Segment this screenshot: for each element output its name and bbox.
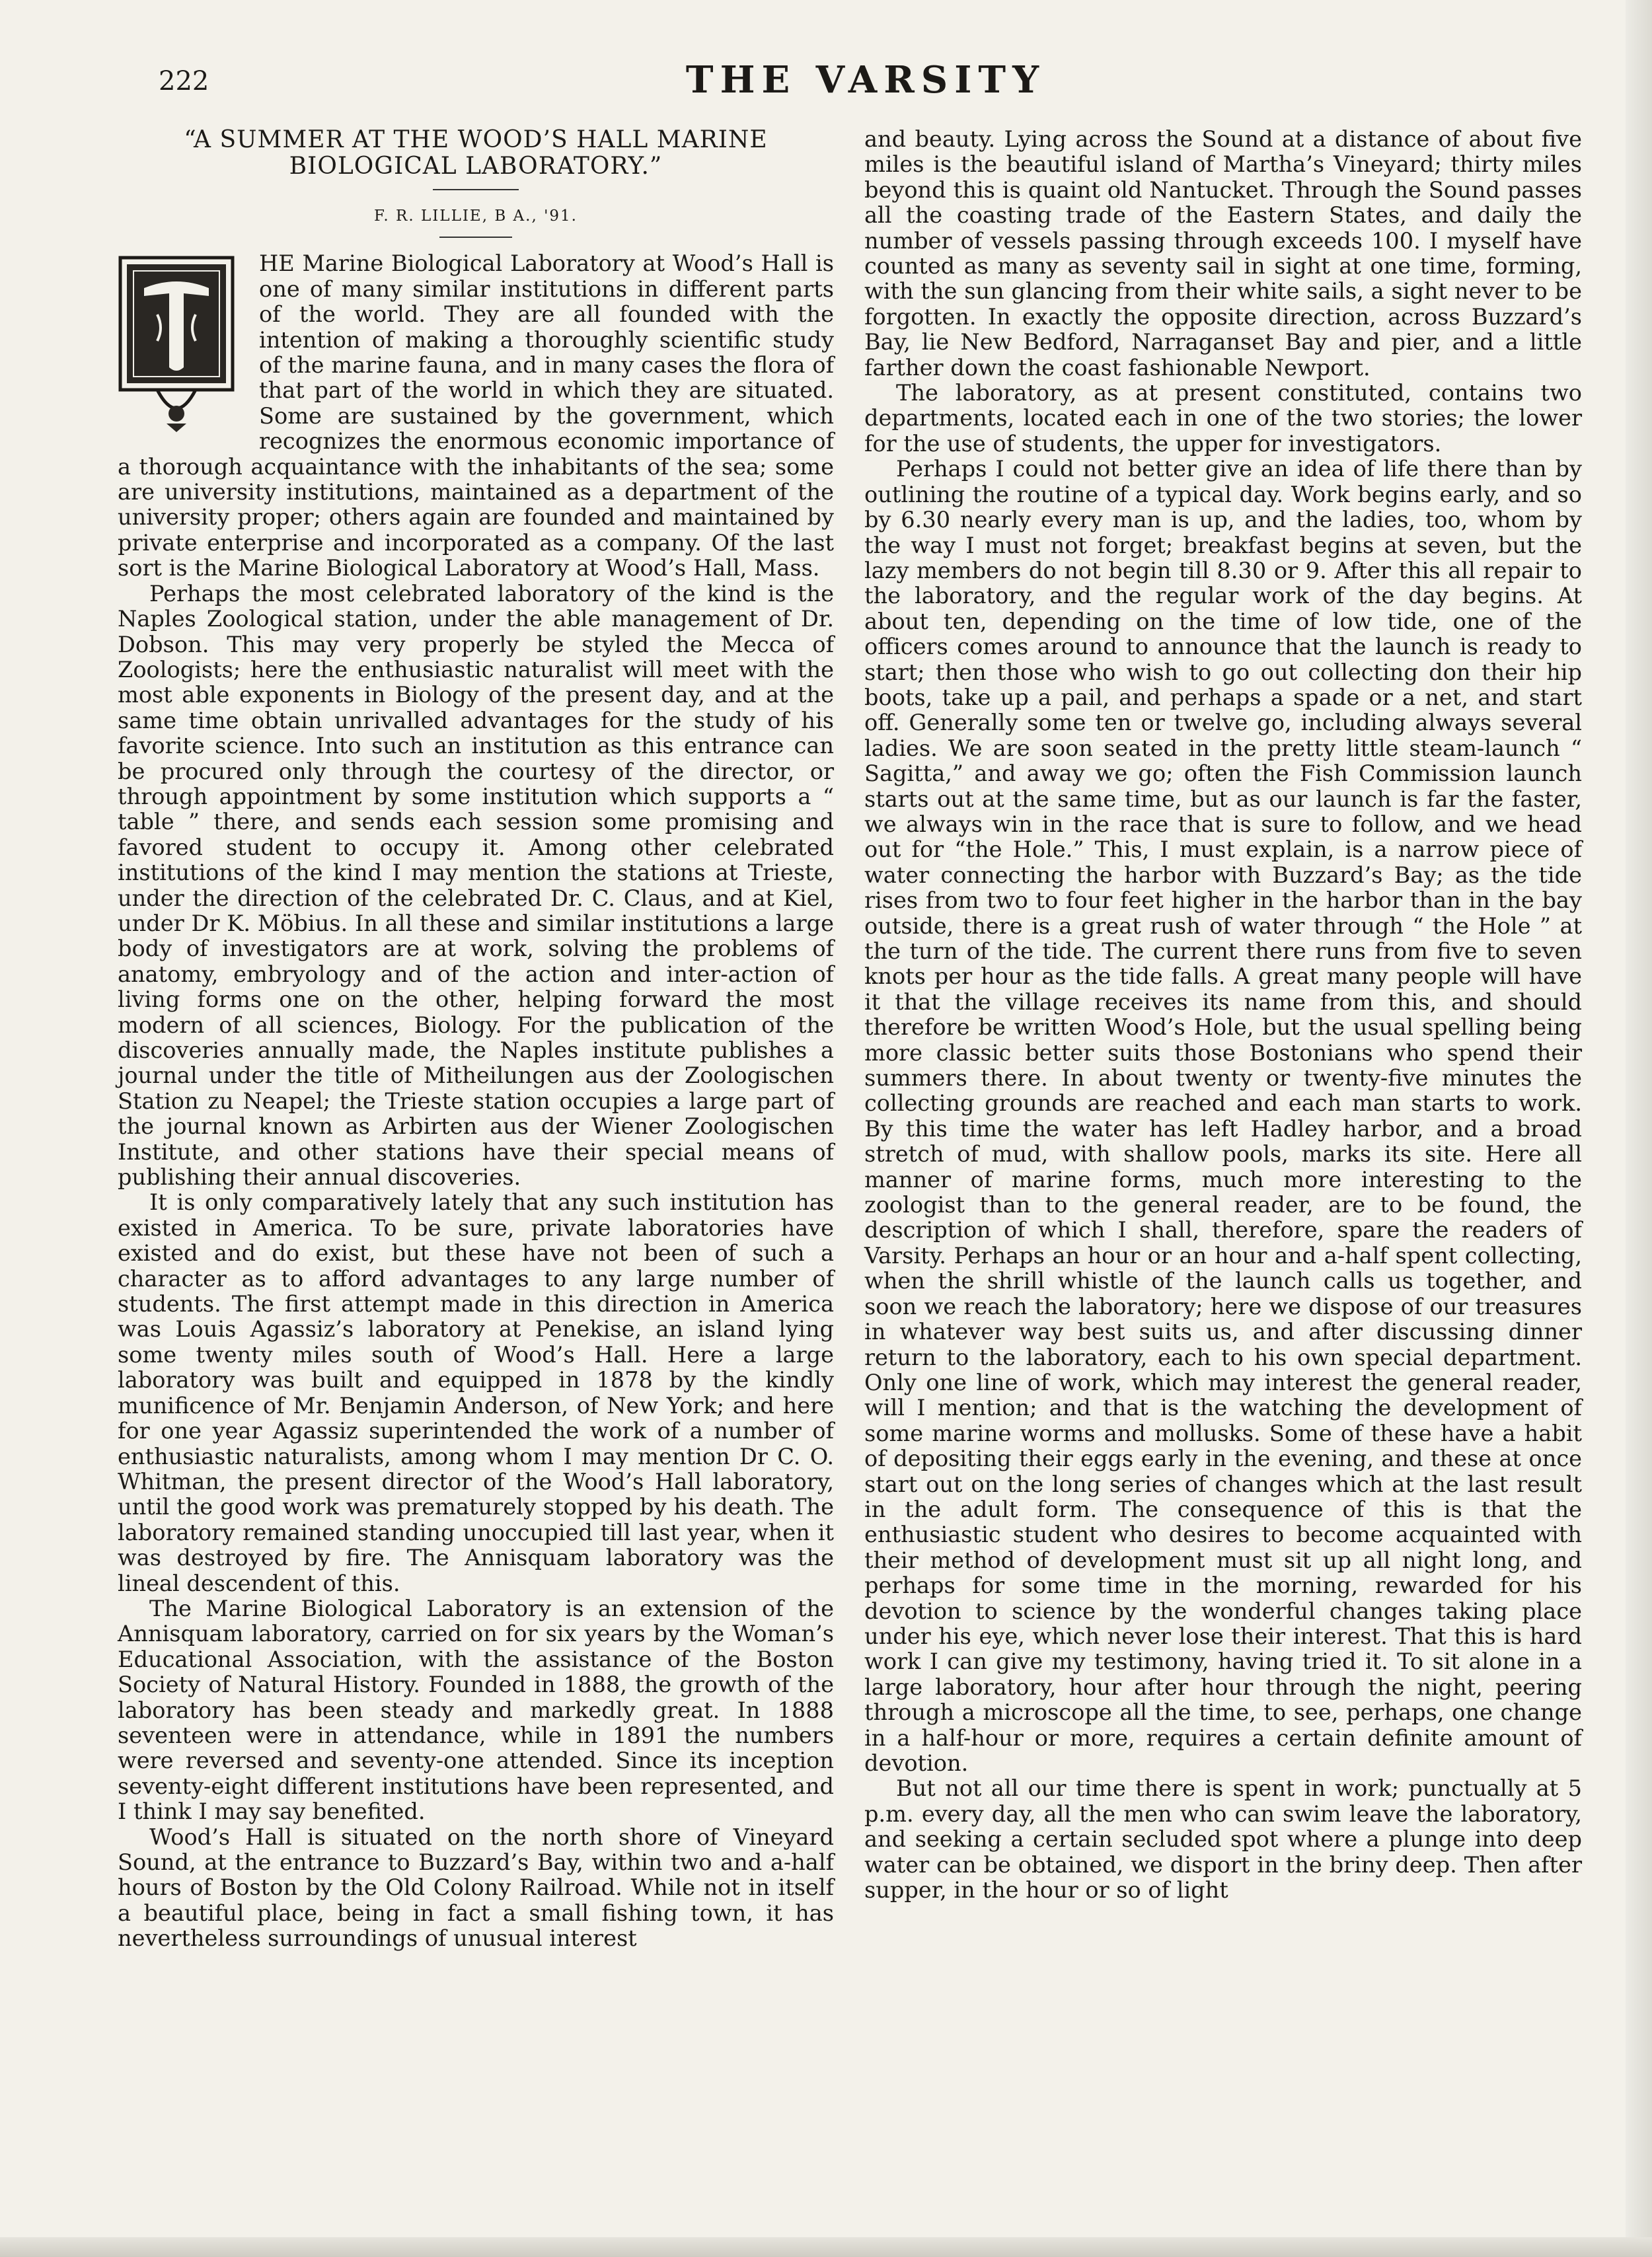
left-column: [118, 127, 834, 1952]
paragraph-intro: HE Marine Biological Laboratory at Wood’s Hall is one of many similar institutions in different parts of the world. They are all founded with the intention of making a thoroughly scientific study of the marine fauna, and in many cases the flora of that part of the world in which they are situated. Some are sustained by the government, which recognizes the enormous economic importance of a thorough acquaintance with the inhabitants of the sea; some are university institutions, maintained as a department of the university proper; others again are founded and maintained by private enterprise and incorporated as a company. Of the last sort is the Marine Biological Laboratory at Wood’s Hall, Mass.: [118, 250, 834, 581]
page-number: 222: [159, 66, 209, 96]
paragraph-continued: and beauty. Lying across the Sound at a distance of about five miles is the beautiful island of Martha’s Vineyard; thirty miles beyond this is quaint old Nantucket. Through the Sound passes all the coasting trade of the Eastern States, and daily the number of vessels passing through exceeds 100. I myself have counted as many as seventy sail in sight at one time, forming, with the sun glancing from their white sails, a sight never to be forgotten. In exactly the opposite direction, across Buzzard’s Bay, lie New Bedford, Narraganset Bay and pier, and a little farther down the coast fashionable Newport.: [864, 126, 1582, 381]
title-rule: [433, 189, 519, 190]
paragraph-swimming: But not all our time there is spent in work; punctually at 5 p.m. every day, all the men who can swim leave the laboratory, and seeking a certain secluded spot where a plunge into deep water can be obtained, we disport in the briny deep. Then after supper, in the hour or so of light: [864, 1775, 1582, 1904]
paragraph-woods-hall: Wood’s Hall is situated on the north shore of Vineyard Sound, at the entrance to Buzzard’s Bay, within two and a-half hours of Boston by the Old Colony Railroad. While not in itself a beautiful place, being in fact a small fishing town, it has nevertheless surroundings of unusual interest: [118, 1824, 834, 1952]
byline-rule: [439, 237, 512, 238]
paragraph-annisquam: The Marine Biological Laboratory is an extension of the Annisquam laboratory, carried on for six years by the Woman’s Educational Association, with the assistance of the Boston Society of Natural History. Founded in 1888, the growth of the laboratory has been steady and markedly great. In 1888 seventeen were in attendance, while in 1891 the numbers were reversed and seventy-one attended. Since its inception seventy-eight different institutions have been represented, and I think I may say benefited.: [118, 1595, 834, 1825]
article-title: “A SUMMER AT THE WOOD’S HALL MARINE BIOLOGICAL LABORATORY.”: [184, 126, 768, 180]
right-column: [864, 127, 1582, 1903]
paragraph-america: It is only comparatively lately that any such institution has existed in America. To be sure, private laboratories have existed and do exist, but these have not been of such a character as to afford advantages to any large number of students. The first attempt made in this direction in America was Louis Agassiz’s laboratory at Penekise, an island lying some twenty miles south of Wood’s Hall. Here a large laboratory was built and equipped in 1878 by the kindly munificence of Mr. Benjamin Anderson, of New York; and here for one year Agassiz superintended the work of a number of enthusiastic naturalists, among whom I may mention Dr C. O. Whitman, the present director of the Wood’s Hall laboratory, until the good work was prematurely stopped by his death. The laboratory remained standing unoccupied till last year, when it was destroyed by fire. The Annisquam laboratory was the lineal descendent of this.: [118, 1189, 834, 1596]
ornamental-dropcap: [118, 255, 250, 433]
page-bottom-edge: [0, 2237, 1652, 2257]
paragraph-typical-day: Perhaps I could not better give an idea of life there than by outlining the routine of a typical day. Work begins early, and so by 6.30 nearly every man is up, and the ladies, too, whom by the way I must not forget; breakfast begins at seven, but the lazy members do not begin till 8.30 or 9. After this all repair to the laboratory, and the regular work of the day begins. At about ten, depending on the time of low tide, one of the officers comes around to announce that the launch is ready to start; then those who wish to go out collecting don their hip boots, take up a pail, and perhaps a spade or a net, and start off. Generally some ten or twelve go, including always several ladies. We are soon seated in the pretty little steam-launch “ Sagitta,” and away we go; often the Fish Commission launch starts out at the same time, but as our launch is far the faster, we always win in the race that is sure to follow, and we head out for “the Hole.” This, I must explain, is a narrow piece of water connecting the harbor with Buzzard’s Bay; as the tide rises from two to four feet higher in the harbor than in the bay outside, there is a great rush of water through “ the Hole ” at the turn of the tide. The current there runs from five to seven knots per hour as the tide falls. A great many people will have it that the village receives its name from this, and should therefore be written Wood’s Hole, but the usual spelling being more classic better suits those Bostonians who spend their summers there. In about twenty or twenty-five minutes the collecting grounds are reached and each man starts to work. By this time the water has left Hadley harbor, and a broad stretch of mud, with shallow pools, marks its site. Here all manner of marine forms, much more interesting to the zoologist than to the general reader, are to be found, the description of which I shall, therefore, spare the readers of Varsity. Perhaps an hour or an hour and a-half spent collecting, when the shrill whistle of the launch calls us together, and soon we reach the laboratory; here we dispose of our treasures in whatever way best suits us, and after discussing dinner return to the laboratory, each to his own special department. Only one line of work, which may interest the general reader, will I mention; and that is the watching the development of some marine worms and mollusks. Some of these have a habit of depositing their eggs early in the evening, and these at once start out on the long series of changes which at the last result in the adult form. The consequence of this is that the enthusiastic student who desires to become acquainted with their method of development must sit up all night long, and perhaps for some time in the morning, rewarded for his devotion to science by the wonderful changes taking place under his eye, which never lose their interest. That this is hard work I can give my testimony, having tried it. To sit alone in a large laboratory, hour after hour through the night, peering through a microscope all the time, to see, perhaps, one change in a half-hour or more, requires a certain definite amount of devotion.: [864, 456, 1582, 1776]
paragraph-departments: The laboratory, as at present constituted, contains two departments, located each in one of the two stories; the lower for the use of students, the upper for investigators.: [864, 380, 1582, 457]
running-head: THE VARSITY: [685, 58, 1046, 102]
byline: F. R. LILLIE, B A., '91.: [374, 207, 578, 225]
page-edge-shadow: [1626, 0, 1652, 2257]
page-header: [159, 58, 1573, 104]
paragraph-naples: Perhaps the most celebrated laboratory of the kind is the Naples Zoological station, under the able management of Dr. Dobson. This may very properly be styled the Mecca of Zoologists; here the enthusiastic naturalist will meet with the most able exponents in Biology of the present day, and at the same time obtain unrivalled advantages for the study of his favorite science. Into such an institution as this entrance can be procured only through the courtesy of the director, or through appointment by some institution which supports a “ table ” there, and sends each session some promising and favored student to occupy it. Among other celebrated institutions of the kind I may mention the stations at Trieste, under the direction of the celebrated Dr. C. Claus, and at Kiel, under Dr K. Möbius. In all these and similar institutions a large body of investigators are at work, solving the problems of anatomy, embryology and of the action and inter-action of living forms one on the other, helping forward the most modern of all sciences, Biology. For the publication of the discoveries annually made, the Naples institute publishes a journal under the title of Mitheilungen aus der Zoologischen Station zu Neapel; the Trieste station occupies a large part of the journal known as Arbirten aus der Wiener Zoologischen Institute, and other stations have their special means of publishing their annual discoveries.: [118, 580, 834, 1191]
